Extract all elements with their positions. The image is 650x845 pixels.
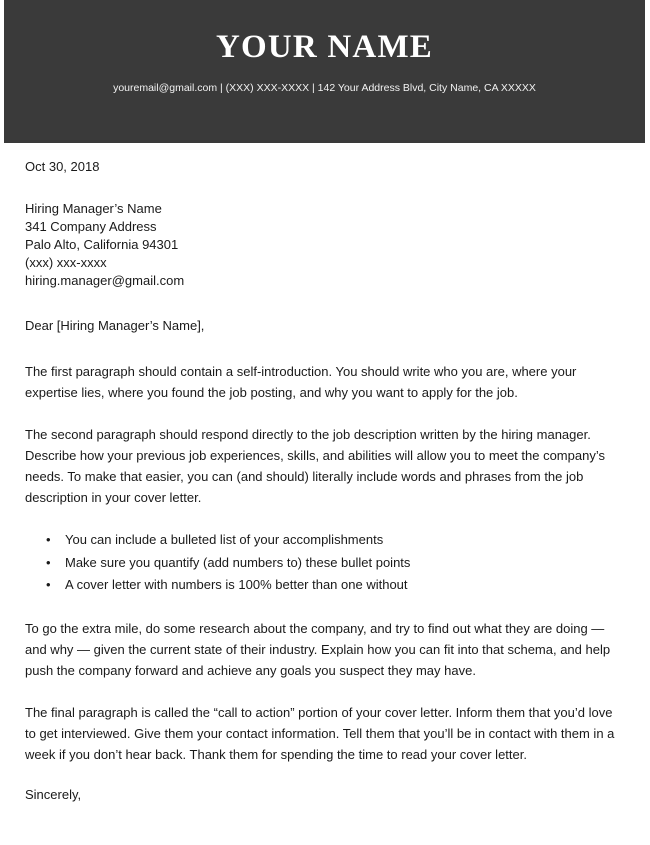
salutation: Dear [Hiring Manager’s Name], xyxy=(25,318,205,333)
paragraph-call-to-action: The final paragraph is called the “call to action” portion of your cover letter. Inform them that you’d love to get interviewed. Give them your contact information. Tell them that you’ll be in contact with them in a week if you don’t hear back. Thank them for spending the time to read your cover letter. xyxy=(25,704,615,762)
recipient-city-state-zip: Palo Alto, California 94301 xyxy=(25,237,179,252)
recipient-street: 341 Company Address xyxy=(25,219,157,234)
letter-date: Oct 30, 2018 xyxy=(25,159,100,174)
paragraph-research: To go the extra mile, do some research about the company, and try to find out what they are doing — and why — given the current state of their industry. Explain how you can fit into that schema, and help push the company forward and achieve any goals you suspect they may have. xyxy=(25,620,611,678)
page-title: YOUR NAME xyxy=(215,29,434,65)
list-item: • A cover letter with numbers is 100% better than one without xyxy=(25,574,621,597)
contact-info-line: youremail@gmail.com | (XXX) XXX-XXXX | 142 Your Address Blvd, City Name, CA XXXXX xyxy=(113,82,536,94)
cover-letter-body xyxy=(25,158,621,804)
paragraph-first: The first paragraph should contain a self-introduction. You should write who you are, where your expertise lies, where you found the job posting, and why you want to apply for the job. xyxy=(25,364,577,400)
recipient-name: Hiring Manager’s Name xyxy=(25,201,162,216)
closing-salutation: Sincerely, xyxy=(25,786,82,802)
accomplishments-list xyxy=(25,529,621,597)
paragraph-second: The second paragraph should respond directly to the job description written by the hiring manager. Describe how your previous job experiences, skills, and abilities will allow you to meet the company’s needs. To make that easier, you can (and should) literally include words and phrases from the job description in your cover letter. xyxy=(25,427,605,505)
list-item: • You can include a bulleted list of your accomplishments xyxy=(25,529,621,552)
recipient-address-block xyxy=(25,200,621,290)
letterhead-banner xyxy=(4,0,645,143)
recipient-email: hiring.manager@gmail.com xyxy=(25,273,185,288)
list-item: • Make sure you quantify (add numbers to) these bullet points xyxy=(25,552,621,575)
recipient-phone: (xxx) xxx-xxxx xyxy=(25,255,107,270)
